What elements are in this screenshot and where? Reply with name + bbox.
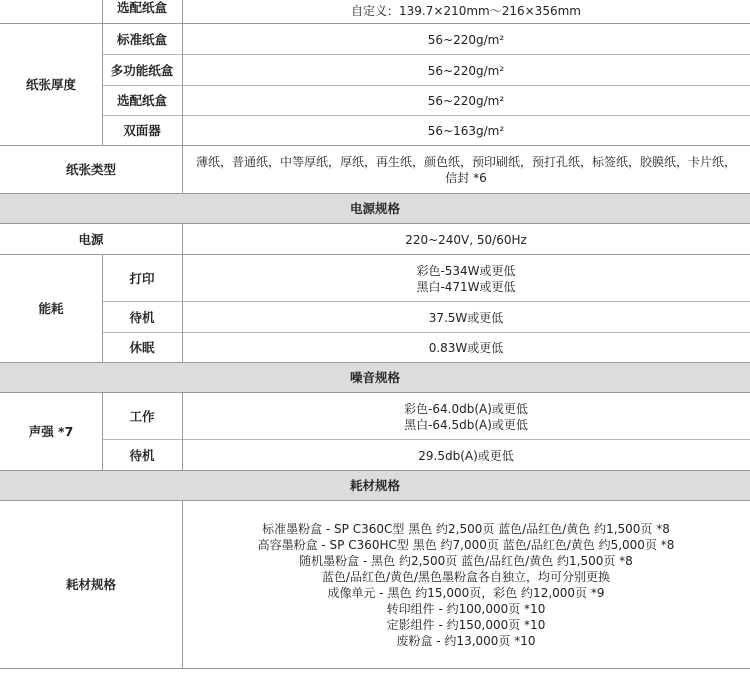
column-divider <box>102 393 103 471</box>
paper-weight-value-standard: 56~220g/m² <box>427 32 505 47</box>
consumption-standby-label: 待机 <box>129 309 155 325</box>
noise-working-label: 工作 <box>129 408 155 424</box>
consumable-line: 废粉盒 - 约13,000页 *10 <box>396 633 536 648</box>
paper-weight-label: 纸张厚度 <box>25 77 76 92</box>
consumables-section-header: 耗材规格 <box>0 471 750 501</box>
consumables-value <box>182 501 750 668</box>
row-divider <box>0 23 750 24</box>
column-divider <box>182 224 183 363</box>
consumable-line: 成像单元 - 黑色 约15,000页，彩色 约12,000页 *9 <box>327 585 605 600</box>
consumable-line: 转印组件 - 约100,000页 *10 <box>386 601 546 616</box>
consumable-line: 高容墨粉盒 - SP C360HC型 黑色 约7,000页 蓝色/品红色/黄色 约5,000页 *8 <box>257 537 675 552</box>
noise-standby-value: 29.5db(A)或更低 <box>418 448 514 463</box>
consumption-print-value: 彩色-534W或更低 黑白-471W或更低 <box>416 263 516 294</box>
power-supply-label: 电源 <box>78 231 104 247</box>
consumption-sleep-value: 0.83W或更低 <box>428 341 504 355</box>
column-divider <box>182 393 183 471</box>
row-divider <box>0 668 750 669</box>
paper-weight-value-optional: 56~220g/m² <box>427 94 505 108</box>
noise-working-value: 彩色-64.0db(A)或更低 黑白-64.5db(A)或更低 <box>404 401 528 432</box>
row-divider <box>0 145 750 146</box>
row-divider <box>102 115 750 116</box>
consumable-line: 定影组件 - 约150,000页 *10 <box>386 617 546 632</box>
column-divider <box>102 255 103 363</box>
paper-weight-tray-bypass: 多功能纸盒 <box>110 62 174 78</box>
consumption-standby-value: 37.5W或更低 <box>428 310 504 325</box>
power-supply-value: 220~240V, 50/60Hz <box>405 232 527 247</box>
consumable-line: 随机墨粉盒 - 黑色 约2,500页 蓝色/品红色/黄色 约1,500页 *8 <box>299 553 633 568</box>
power-section-header: 电源规格 <box>0 194 750 224</box>
column-divider <box>102 0 103 23</box>
row-divider <box>0 223 750 224</box>
paper-weight-value-bypass: 56~220g/m² <box>427 63 505 78</box>
row-divider <box>0 193 750 194</box>
consumable-line: 标准墨粉盒 - SP C360C型 黑色 约2,500页 蓝色/品红色/黄色 约1,500页 *8 <box>262 521 670 536</box>
paper-weight-tray-optional: 选配纸盒 <box>116 93 167 108</box>
row-divider <box>102 332 750 333</box>
paper-type-value: 薄纸，普通纸，中等厚纸，厚纸，再生纸，颜色纸，预印刷纸，预打孔纸，标签纸，胶膜纸，卡片纸， 信封 *6 <box>195 155 736 185</box>
row-divider <box>0 254 750 255</box>
row-divider <box>0 392 750 393</box>
noise-standby-label: 待机 <box>129 447 155 463</box>
paper-weight-tray-standard: 标准纸盒 <box>116 31 167 47</box>
row-divider <box>0 470 750 471</box>
column-divider <box>182 0 183 194</box>
column-divider <box>182 501 183 668</box>
paper-weight-tray-duplex: 双面器 <box>123 123 161 138</box>
paper-weight-value-duplex: 56~163g/m² <box>427 124 505 138</box>
row-divider <box>102 301 750 302</box>
row-divider <box>0 500 750 501</box>
noise-section-header: 噪音规格 <box>0 363 750 393</box>
paper-size-custom-value: 自定义：139.7×210mm～216×356mm <box>351 4 581 18</box>
sound-intensity-label: 声强 *7 <box>28 424 74 439</box>
row-divider <box>0 362 750 363</box>
consumption-sleep-label: 休眠 <box>129 340 155 355</box>
paper-type-label: 纸张类型 <box>65 162 116 177</box>
consumption-print-label: 打印 <box>129 270 155 286</box>
row-divider <box>102 54 750 55</box>
power-consumption-label: 能耗 <box>38 301 64 316</box>
consumable-line: 蓝色/品红色/黄色/黑色墨粉盒各自独立，均可分别更换 <box>321 569 611 584</box>
consumables-label: 耗材规格 <box>65 576 116 592</box>
row-divider <box>102 85 750 86</box>
column-divider <box>102 23 103 146</box>
paper-size-tray-label: 选配纸盒 <box>116 0 167 15</box>
row-divider <box>102 439 750 440</box>
